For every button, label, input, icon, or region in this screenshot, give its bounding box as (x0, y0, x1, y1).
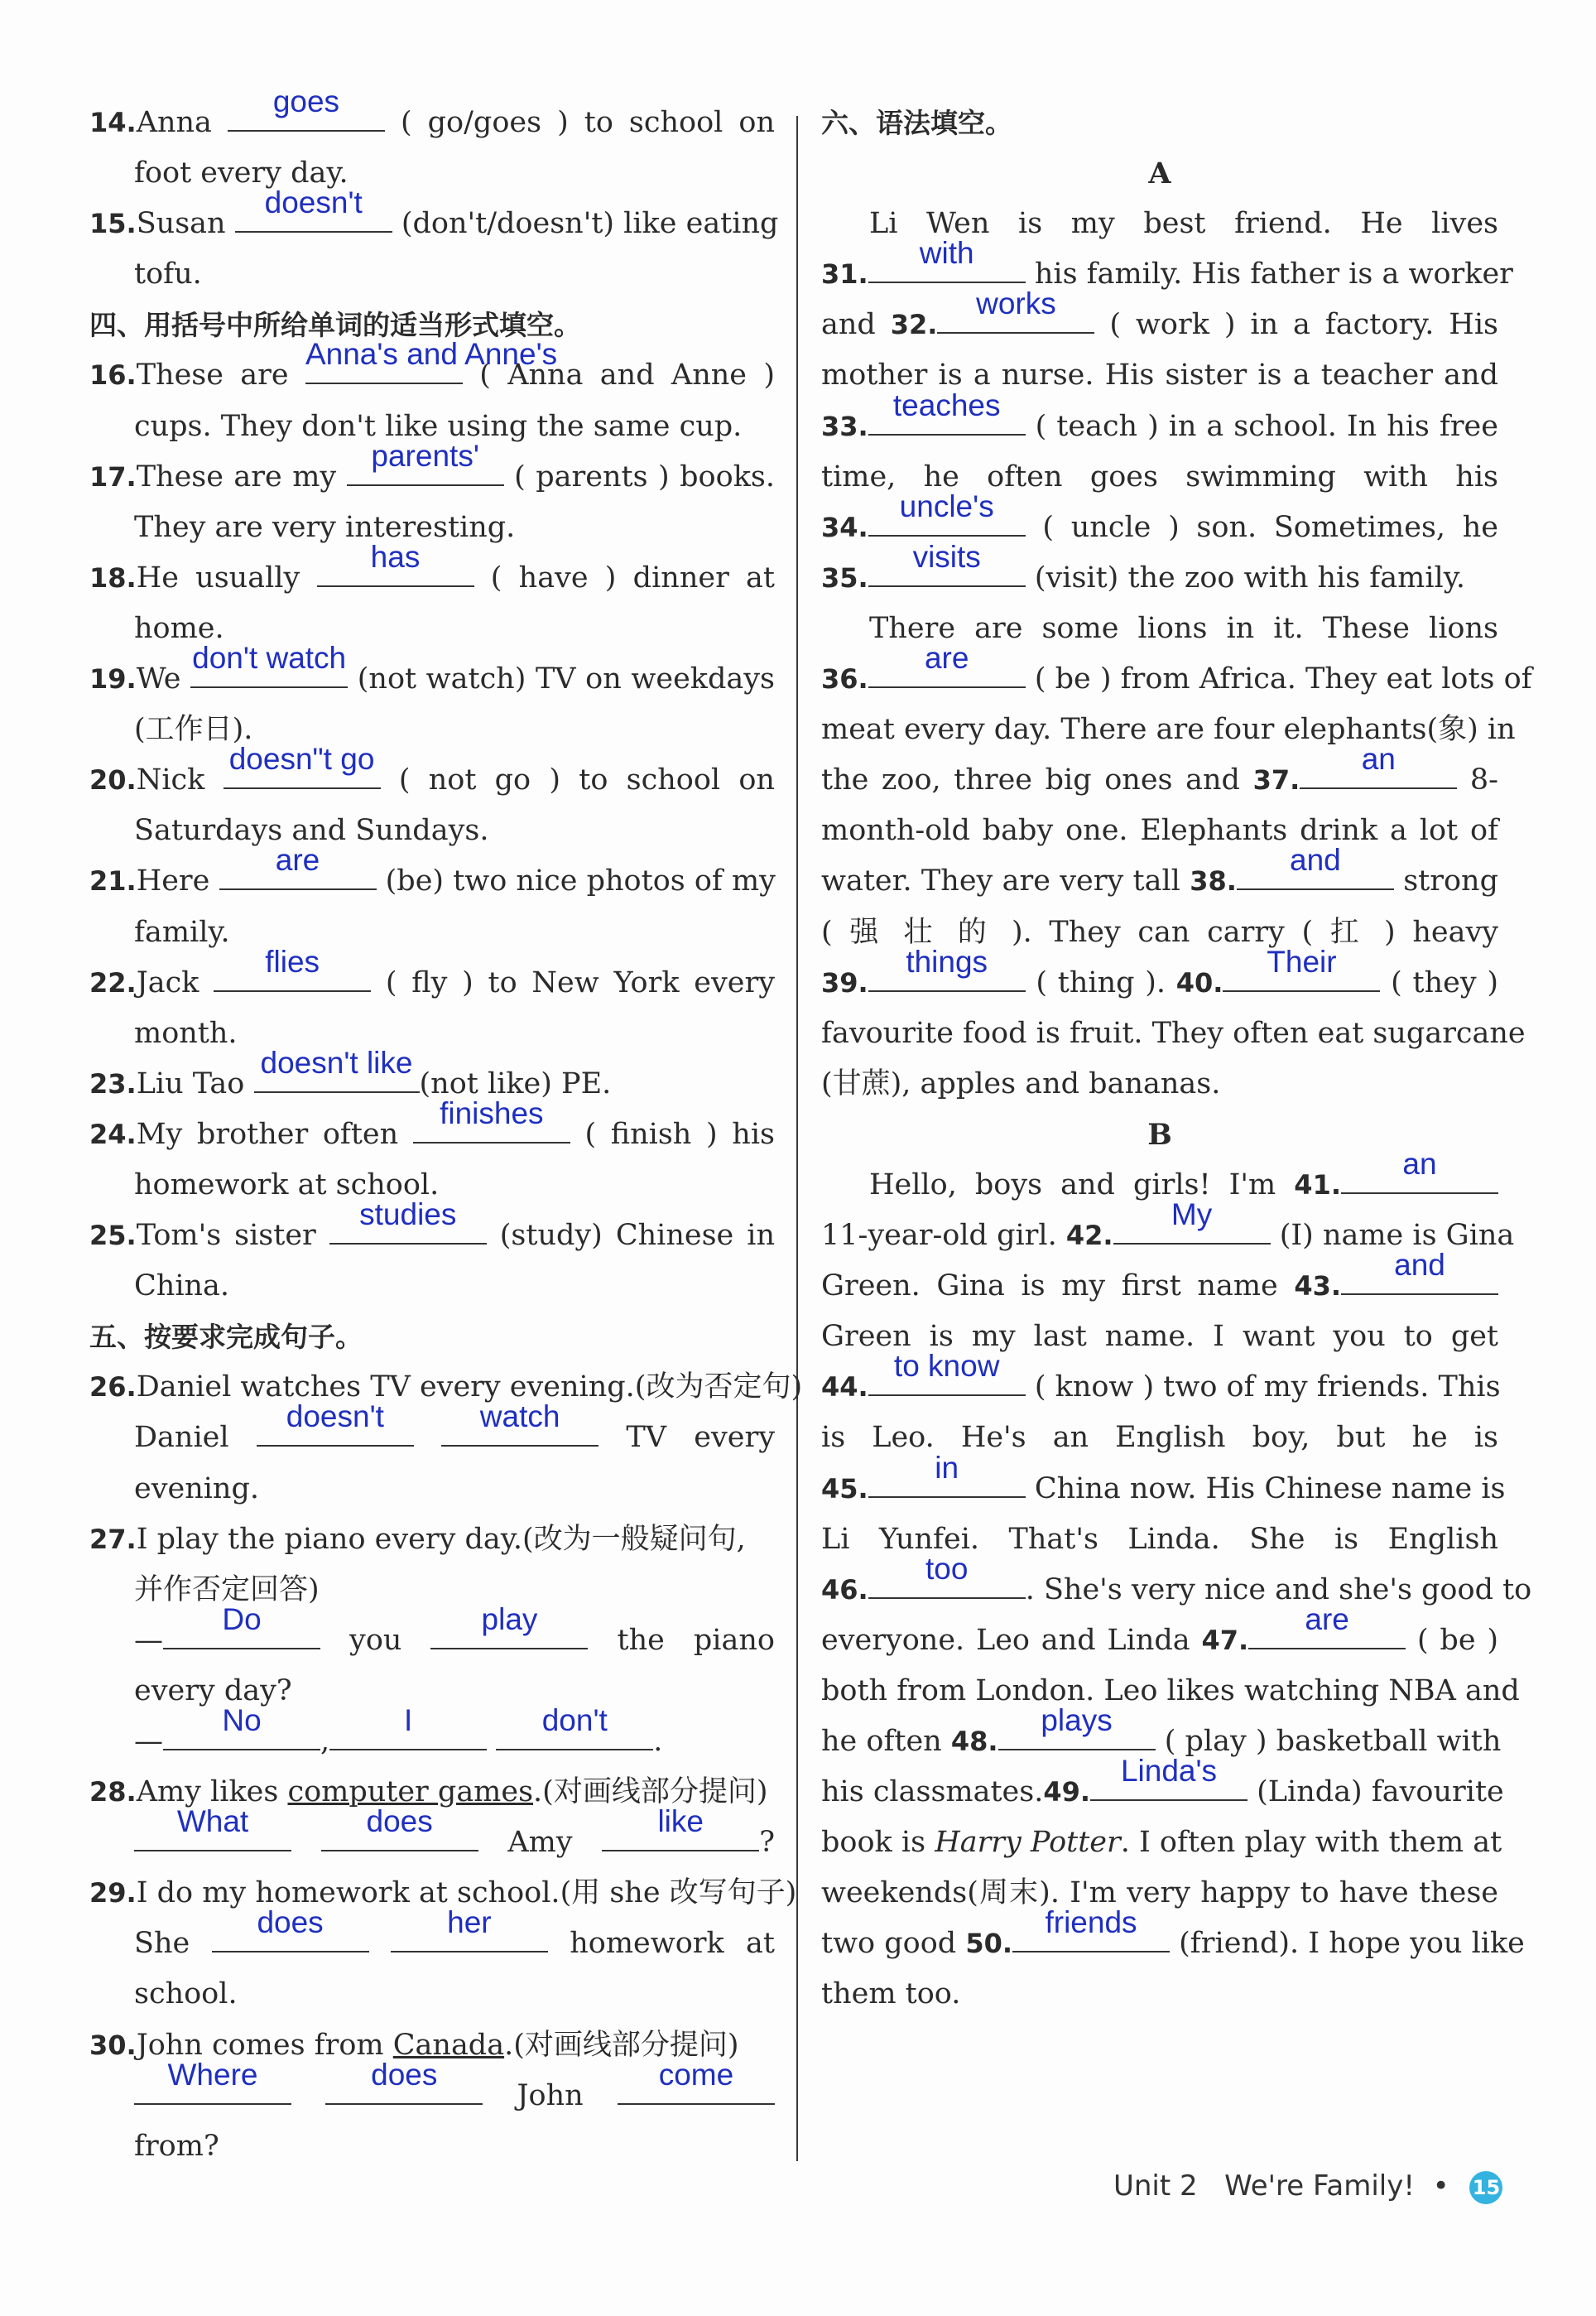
passage-b-line: Hello, boys and girls! I'm 41. an (821, 1160, 1498, 1211)
passage-a-line: (甘蔗), apples and bananas. (821, 1067, 1221, 1100)
q28-line: 28.Amy likes computer games.(对画线部分提问) (89, 1775, 768, 1809)
answer-blank[interactable]: goes (228, 105, 385, 132)
passage-b-line: both from London. Leo likes watching NBA and (821, 1673, 1520, 1707)
passage-b-line: them too. (821, 1977, 961, 2011)
passage-b-line: 46. too . She's very nice and she's good to (821, 1551, 1532, 1606)
left-column (89, 84, 803, 2172)
q27-line2: 并作否定回答) (134, 1572, 320, 1606)
answer-blank[interactable]: parents' (347, 460, 504, 486)
q21-cont: family. (134, 915, 230, 949)
q24-line: 24.My brother often finishes ( finish ) his (89, 1095, 775, 1151)
passage-b-line: two good 50. friends (friend). I hope you like (821, 1905, 1525, 1961)
q30-cont: from? (134, 2129, 219, 2163)
answer-blank-50[interactable]: friends (1012, 1926, 1170, 1952)
q15-cont: tofu. (134, 258, 202, 291)
answer-blank[interactable]: does (321, 1825, 478, 1851)
q25-line: 25.Tom's sister studies (study) Chinese in (89, 1197, 775, 1253)
q19-cont: (工作日). (134, 713, 253, 747)
passage-a-line: favourite food is fruit. They often eat sugarcane (821, 1016, 1526, 1050)
answer-blank-49[interactable]: Linda's (1090, 1774, 1247, 1801)
passage-b-line: book is Harry Potter. I often play with them at (821, 1826, 1502, 1860)
passage-a-line: mother is a nurse. His sister is a teacher and (821, 359, 1498, 392)
q22-line: 22.Jack flies ( fly ) to New York every (89, 944, 775, 999)
passage-a-line: month-old baby one. Elephants drink a lot of (821, 814, 1498, 848)
passage-b-line: everyone. Leo and Linda 47. are ( be ) (821, 1601, 1498, 1657)
passage-a-line: 36. are ( be ) from Africa. They eat lots of (821, 641, 1532, 696)
right-column (821, 98, 1532, 2020)
q14-cont: foot every day. (134, 156, 349, 190)
q21-line: 21.Here are (be) two nice photos of my (89, 843, 776, 898)
answer-blank[interactable]: does (325, 2078, 483, 2105)
answer-blank[interactable]: flies (214, 965, 371, 992)
answer-blank[interactable]: doesn't like (254, 1067, 420, 1093)
passage-a-line: There are some lions in it. These lions (869, 611, 1498, 645)
answer-blank[interactable]: don't watch (190, 662, 348, 688)
answer-blank-37[interactable]: an (1300, 763, 1457, 789)
passage-a-line: 31. with his family. His father is a worker (821, 236, 1513, 291)
answer-blank[interactable]: doesn"t go (224, 763, 381, 789)
answer-blank-39[interactable]: things (868, 965, 1026, 992)
part-a-heading: A (1148, 156, 1171, 191)
q22-cont: month. (134, 1016, 238, 1050)
answer-blank[interactable]: What (134, 1825, 291, 1851)
answer-blank-44[interactable]: to know (868, 1370, 1026, 1396)
passage-b-line: he often 48. plays ( play ) basketball with (821, 1703, 1502, 1758)
answer-blank-36[interactable]: are (868, 662, 1026, 688)
answer-blank[interactable]: watch (441, 1420, 598, 1447)
passage-a-line: 39. things ( thing ). 40. Their ( they ) (821, 944, 1498, 999)
q29-line: 29.I do my homework at school.(用 she 改写句子) (89, 1876, 797, 1910)
page-footer (1113, 2169, 1511, 2204)
answer-blank[interactable]: don't (496, 1724, 653, 1750)
q16-cont: cups. They don't like using the same cup. (134, 409, 743, 443)
answer-blank-43[interactable]: and (1341, 1269, 1498, 1295)
q27-cont: every day? (134, 1673, 292, 1707)
q27-answer-line: — Do you play the piano (134, 1601, 775, 1657)
passage-b-line: is Leo. He's an English boy, but he is (821, 1421, 1498, 1455)
q24-cont: homework at school. (134, 1168, 440, 1201)
answer-blank[interactable]: Where (134, 2078, 291, 2105)
answer-blank-38[interactable]: and (1237, 864, 1394, 890)
answer-blank-32[interactable]: works (937, 307, 1094, 334)
passage-a-line: time, he often goes swimming with his (821, 460, 1498, 494)
passage-a-line: water. They are very tall 38. and strong (821, 843, 1498, 898)
passage-a-line: meat every day. There are four elephants(象) in (821, 713, 1516, 747)
answer-blank[interactable]: come (618, 2078, 775, 2105)
answer-blank-42[interactable]: My (1113, 1218, 1271, 1245)
answer-blank-45[interactable]: in (868, 1471, 1026, 1498)
answer-blank-34[interactable]: uncle's (868, 510, 1026, 537)
section-5-heading: 五、按要求完成句子。 (89, 1321, 363, 1354)
passage-a-line: Li Wen is my best friend. He lives (869, 207, 1498, 241)
section-6-heading: 六、语法填空。 (821, 107, 1012, 139)
answer-blank[interactable]: her (391, 1926, 548, 1952)
answer-blank[interactable]: finishes (413, 1117, 570, 1144)
answer-blank[interactable]: studies (329, 1218, 487, 1245)
passage-a-line: ( 强 壮 的 ). They can carry ( 扛 ) heavy (821, 915, 1498, 949)
q29-answer-line: She does her homework at (134, 1905, 775, 1961)
q14-line: 14.Anna goes ( go/goes ) to school on (89, 84, 775, 139)
q26-line: 26.Daniel watches TV every evening.(改为否定句) (89, 1370, 803, 1404)
passage-b-line: 45. in China now. His Chinese name is (821, 1450, 1506, 1505)
column-divider (796, 116, 798, 2161)
answer-blank-35[interactable]: visits (868, 561, 1026, 587)
q20-cont: Saturdays and Sundays. (134, 814, 489, 848)
passage-a-line: and 32. works ( work ) in a factory. His (821, 286, 1498, 342)
answer-blank-31[interactable]: with (868, 257, 1026, 283)
unit-label: Unit 2 (1113, 2169, 1198, 2203)
answer-blank[interactable]: play (430, 1623, 588, 1649)
section-4-heading: 四、用括号中所给单词的适当形式填空。 (89, 309, 581, 342)
passage-b-line: weekends(周末). I'm very happy to have these (821, 1876, 1498, 1910)
q30-answer-line: Where does John come (89, 2071, 775, 2121)
q26-answer-line: Daniel doesn't watch TV every (134, 1399, 775, 1455)
page-number-badge: 15 (1469, 2171, 1502, 2204)
answer-blank-40[interactable]: Their (1223, 965, 1380, 992)
q28-answer-line: What does Amy like ? (89, 1818, 775, 1868)
q19-line: 19.We don't watch (not watch) TV on weekdays (89, 641, 775, 696)
answer-blank[interactable]: Anna's and Anne's (305, 358, 463, 384)
answer-blank-48[interactable]: plays (998, 1724, 1156, 1750)
answer-blank-33[interactable]: teaches (868, 409, 1026, 436)
passage-b-line: his classmates.49. Linda's (Linda) favourite (821, 1754, 1504, 1809)
q16-line: 16.These are Anna's and Anne's ( Anna and Anne ) (89, 337, 775, 392)
answer-blank[interactable]: I (329, 1724, 487, 1750)
passage-a-line: 34. uncle's ( uncle ) son. Sometimes, he (821, 489, 1498, 544)
passage-b-line: 11-year-old girl. 42. My (I) name is Gina (821, 1197, 1515, 1253)
answer-blank[interactable]: Do (163, 1623, 320, 1649)
unit-title: We're Family! (1224, 2169, 1415, 2203)
passage-b-line: Green. Gina is my first name 43. and (821, 1261, 1498, 1312)
q25-cont: China. (134, 1269, 230, 1303)
answer-blank[interactable]: No (163, 1724, 320, 1750)
passage-b-line: Green is my last name. I want you to get (821, 1320, 1498, 1354)
answer-blank-46[interactable]: too (868, 1572, 1026, 1599)
q18-line: 18.He usually has ( have ) dinner at (89, 539, 775, 595)
answer-blank[interactable]: like (602, 1825, 759, 1851)
q18-cont: home. (134, 611, 224, 645)
answer-blank[interactable]: doesn't (257, 1420, 414, 1447)
q15-line: 15.Susan doesn't (don't/doesn't) like eating (89, 185, 779, 241)
passage-a-line: 33. teaches ( teach ) in a school. In his free (821, 388, 1498, 443)
q26-cont: evening. (134, 1471, 260, 1505)
passage-b-line: 44. to know ( know ) two of my friends. This (821, 1349, 1501, 1404)
passage-a-line: 35. visits (visit) the zoo with his family. (821, 539, 1465, 595)
answer-blank-41[interactable]: an (1341, 1168, 1498, 1194)
q29-cont: school. (134, 1977, 238, 2011)
q17-cont: They are very interesting. (134, 510, 516, 544)
book-title: Harry Potter (935, 1826, 1121, 1860)
q23-line: 23.Liu Tao doesn't like (not like) PE. (89, 1045, 612, 1100)
q30-line: 30.John comes from Canada.(对画线部分提问) (89, 2028, 739, 2062)
answer-blank[interactable]: doesn't (235, 206, 392, 233)
passage-b-line: Li Yunfei. That's Linda. She is English (821, 1522, 1498, 1556)
answer-blank-47[interactable]: are (1248, 1623, 1406, 1649)
answer-blank[interactable]: has (317, 561, 474, 587)
q27-answer-line2: — No , I don't . (134, 1703, 663, 1758)
q20-line: 20.Nick doesn"t go ( not go ) to school on (89, 742, 775, 797)
answer-blank[interactable]: does (212, 1926, 369, 1952)
passage-a-line: the zoo, three big ones and 37. an 8- (821, 742, 1498, 797)
q17-line: 17.These are my parents' ( parents ) books. (89, 438, 775, 494)
part-b-heading: B (1147, 1117, 1172, 1152)
footer-bullet: • (1432, 2169, 1449, 2203)
q27-line: 27.I play the piano every day.(改为一般疑问句, (89, 1522, 746, 1556)
answer-blank[interactable]: are (219, 864, 377, 890)
